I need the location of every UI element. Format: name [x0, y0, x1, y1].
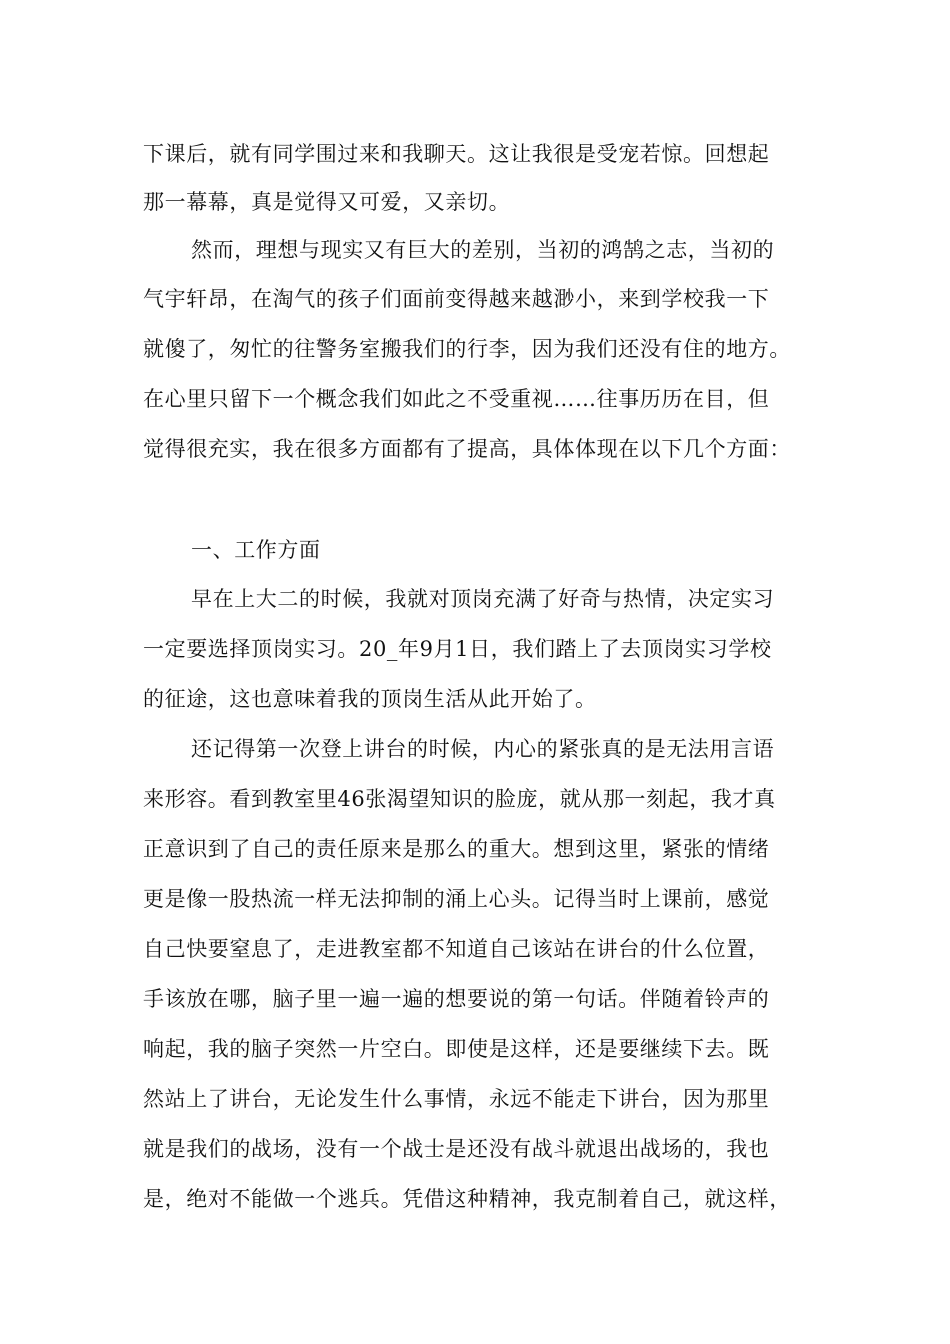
text-line: 还记得第一次登上讲台的时候，内心的紧张真的是无法用言语	[191, 737, 775, 761]
text-line: 那一幕幕，真是觉得又可爱，又亲切。	[143, 190, 511, 214]
text-line: 就傻了，匆忙的往警务室搬我们的行李，因为我们还没有住的地方。	[143, 337, 791, 361]
text-line: 气宇轩昂，在淘气的孩子们面前变得越来越渺小，来到学校我一下	[143, 287, 770, 311]
text-line: 来形容。看到教室里46张渴望知识的脸庞，就从那一刻起，我才真	[143, 787, 776, 811]
text-line: 然而，理想与现实又有巨大的差别，当初的鸿鹄之志，当初的	[191, 238, 775, 262]
text-line: 下课后，就有同学围过来和我聊天。这让我很是受宠若惊。回想起	[143, 142, 770, 166]
text-line: 更是像一股热流一样无法抑制的涌上心头。记得当时上课前，感觉	[143, 887, 770, 911]
text-line: 就是我们的战场，没有一个战士是还没有战斗就退出战场的，我也	[143, 1137, 770, 1161]
text-line: 然站上了讲台，无论发生什么事情，永远不能走下讲台，因为那里	[143, 1087, 770, 1111]
text-line: 一定要选择顶岗实习。20_年9月1日，我们踏上了去顶岗实习学校	[143, 637, 772, 661]
text-line: 响起，我的脑子突然一片空白。即使是这样，还是要继续下去。既	[143, 1037, 770, 1061]
text-line: 手该放在哪，脑子里一遍一遍的想要说的第一句话。伴随着铃声的	[143, 987, 770, 1011]
text-line: 自己快要窒息了，走进教室都不知道自己该站在讲台的什么位置，	[143, 937, 770, 961]
section-heading: 一、工作方面	[191, 538, 321, 562]
text-line: 正意识到了自己的责任原来是那么的重大。想到这里，紧张的情绪	[143, 837, 770, 861]
text-line: 在心里只留下一个概念我们如此之不受重视……往事历历在目，但	[143, 387, 770, 411]
text-line: 是，绝对不能做一个逃兵。凭借这种精神，我克制着自己，就这样，	[143, 1187, 791, 1211]
text-line: 的征途，这也意味着我的顶岗生活从此开始了。	[143, 687, 597, 711]
text-line: 觉得很充实，我在很多方面都有了提高，具体体现在以下几个方面：	[143, 437, 791, 461]
text-line: 早在上大二的时候，我就对顶岗充满了好奇与热情，决定实习	[191, 587, 775, 611]
